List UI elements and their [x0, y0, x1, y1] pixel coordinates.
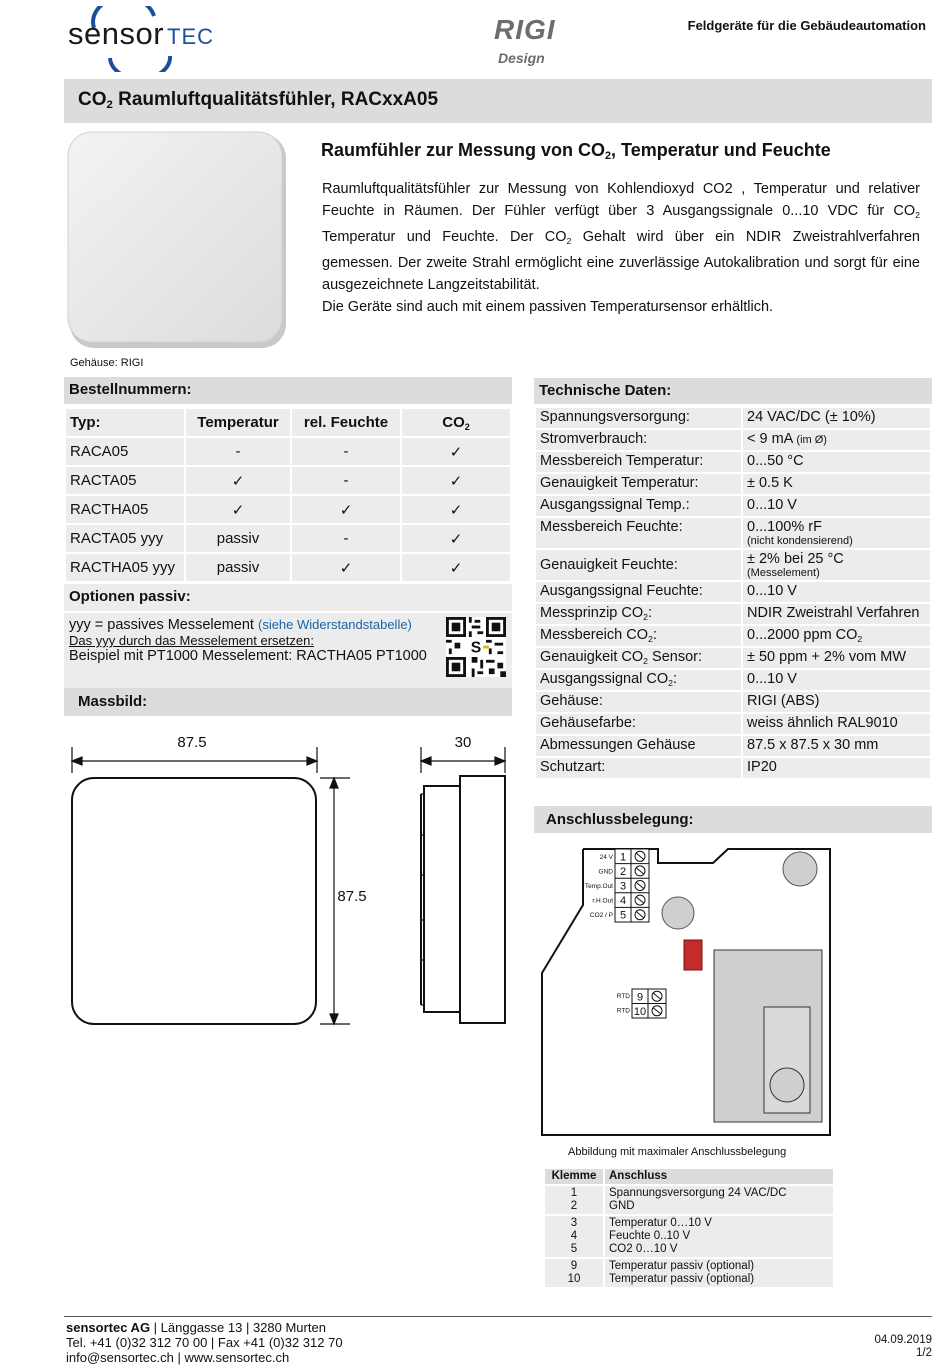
intro-heading: Raumfühler zur Messung von $CO_2$, Temperatur und Feuchte [321, 140, 831, 162]
spec-key: Messbereich $CO_2$: [535, 625, 742, 647]
svg-text:9: 9 [636, 991, 644, 1004]
table-row [535, 517, 931, 549]
dimension-drawing [64, 725, 512, 1035]
spec-key: Gehäuse: [535, 691, 742, 713]
table-row [535, 451, 931, 473]
temp-cell: passiv [185, 553, 291, 582]
width-dimension-label: 87.5 [177, 734, 207, 751]
terminal-function-cell: Temperatur 0…10 V Feuchte 0..10 V CO2 0…10 V [604, 1215, 834, 1258]
series-name: RIGI [494, 14, 556, 45]
terminal-number-cell: 1 2 [544, 1185, 604, 1215]
svg-text:CO2 / P: CO2 / P [589, 912, 613, 919]
options-example: Beispiel mit PT1000 Messelement: RACTHA05 PT1000 [69, 648, 427, 664]
svg-text:24 V: 24 V [599, 854, 613, 861]
intro-paragraph-1: Raumluftqualitätsfühler zur Messung von Kohlendioxyd CO2 , Temperatur und relativer Feuchte in Räumen. Der Fühler verfügt über 3 Ausgangssignale 0...10 VDC für $CO_2$ Temperatur und Feuchte. Der $CO_2$ Gehalt wird über ein NDIR Zweistrahlverfahren gemessen. Der zweite Strahl ermöglicht eine zuverlässige Autokalibration und sorgt für eine ausgezeichnete Langzeitstabilität. [322, 181, 920, 293]
spec-key: Spannungsversorgung: [535, 407, 742, 429]
temp-cell: ✓ [185, 495, 291, 524]
spec-value: 0...10 V [742, 581, 931, 603]
svg-text:GND: GND [598, 868, 613, 876]
options-line: yyy = passives Messelement (siehe Widerstandstabelle) [69, 617, 412, 633]
spec-value: 0...10 V [742, 495, 931, 517]
svg-text:10: 10 [633, 1006, 647, 1018]
table-row [535, 473, 931, 495]
svg-text:RTD: RTD [616, 1007, 630, 1015]
svg-text:1: 1 [619, 851, 627, 864]
terminal-function-cell: Temperatur passiv (optional) Temperatur passiv (optional) [604, 1258, 834, 1288]
spec-key: Abmessungen Gehäuse [535, 735, 742, 757]
table-row [535, 407, 931, 429]
temp-cell: passiv [185, 524, 291, 553]
tech-data-table [534, 406, 932, 780]
column-header: Klemme [544, 1168, 604, 1185]
temp-cell: - [185, 437, 291, 466]
co2-cell: ✓ [401, 524, 511, 553]
terminal-number-cell: 9 10 [544, 1258, 604, 1288]
humidity-cell: ✓ [291, 495, 401, 524]
options-line: Das yyy durch das Messelement ersetzen: [69, 633, 314, 648]
spec-key: Genauigkeit Temperatur: [535, 473, 742, 495]
spec-key: Gehäusefarbe: [535, 713, 742, 735]
intro-paragraph-2: Die Geräte sind auch mit einem passiven Temperatursensor erhältlich. [322, 299, 774, 315]
temp-cell: ✓ [185, 466, 291, 495]
spec-value: ± 2% bei 25 °C (Messelement) [742, 549, 931, 581]
spec-value: 87.5 x 87.5 x 30 mm [742, 735, 931, 757]
column-header: Temperatur [185, 408, 291, 437]
page-number: 1/2 [916, 1347, 932, 1359]
svg-text:2: 2 [619, 866, 627, 878]
humidity-cell: ✓ [291, 553, 401, 582]
table-row [544, 1258, 834, 1288]
table-row [535, 581, 931, 603]
terminal-table [543, 1167, 835, 1289]
co2-cell: ✓ [401, 466, 511, 495]
footer-web-link[interactable]: info@sensortec.ch | www.sensortec.ch [66, 1350, 290, 1365]
type-cell: RACTA05 yyy [65, 524, 185, 553]
spec-key: Ausgangssignal $CO_2$: [535, 669, 742, 691]
qr-code-icon[interactable] [446, 617, 506, 677]
connection-heading: Anschlussbelegung: [534, 806, 932, 833]
table-header-row [544, 1168, 834, 1185]
footer-meta [874, 1334, 932, 1360]
table-row [535, 691, 931, 713]
table-row [65, 466, 511, 495]
footer-divider [64, 1316, 932, 1317]
type-cell: RACTHA05 [65, 495, 185, 524]
order-section [64, 377, 512, 705]
svg-text:3: 3 [619, 880, 627, 893]
spec-value: weiss ähnlich RAL9010 [742, 713, 931, 735]
table-row [535, 603, 931, 625]
table-row [65, 495, 511, 524]
spec-value: RIGI (ABS) [742, 691, 931, 713]
height-dimension-label: 87.5 [337, 888, 367, 905]
svg-text:5: 5 [619, 909, 627, 922]
terminal-number-cell: 3 4 5 [544, 1215, 604, 1258]
co2-cell: ✓ [401, 437, 511, 466]
intro-text [322, 178, 920, 318]
spec-value: IP20 [742, 757, 931, 779]
diagram-caption: Abbildung mit maximaler Anschlussbelegung [568, 1146, 787, 1158]
type-cell: RACA05 [65, 437, 185, 466]
table-row [544, 1215, 834, 1258]
spec-value: ± 0.5 K [742, 473, 931, 495]
spec-key: Stromverbrauch: [535, 429, 742, 451]
spec-key: Genauigkeit Feuchte: [535, 549, 742, 581]
spec-key: Genauigkeit $CO_2$ Sensor: [535, 647, 742, 669]
order-heading: Bestellnummern: [64, 377, 512, 404]
svg-text:4: 4 [619, 895, 627, 907]
order-table [64, 407, 512, 583]
svg-text:Temp.Out: Temp.Out [584, 883, 613, 890]
tech-data-section [534, 378, 932, 780]
svg-text:r.H.Out: r.H.Out [592, 897, 613, 905]
table-row [65, 553, 511, 582]
dimension-drawing-heading: Massbild: [64, 688, 512, 716]
table-row [535, 625, 931, 647]
table-row [65, 437, 511, 466]
spec-key: Messbereich Temperatur: [535, 451, 742, 473]
table-row [535, 647, 931, 669]
table-row [535, 757, 931, 779]
series-subtitle: Design [498, 50, 545, 66]
table-row [535, 429, 931, 451]
terminal-function-cell: Spannungsversorgung 24 VAC/DC GND [604, 1185, 834, 1215]
spec-value: 0...10 V [742, 669, 931, 691]
table-row [535, 735, 931, 757]
housing-caption: Gehäuse: RIGI [70, 357, 144, 369]
footer-contact: sensortec AG | Länggasse 13 | 3280 Murten Tel. +41 (0)32 312 70 00 | Fax +41 (0)32 312 70 info@sensortec.ch | www.sensortec.ch [66, 1320, 343, 1365]
spec-key: Ausgangssignal Feuchte: [535, 581, 742, 603]
table-row [535, 713, 931, 735]
type-cell: RACTHA05 yyy [65, 553, 185, 582]
table-row [535, 549, 931, 581]
category-heading: Feldgeräte für die Gebäudeautomation [687, 18, 926, 33]
spec-key: Ausgangssignal Temp.: [535, 495, 742, 517]
spec-value: NDIR Zweistrahl Verfahren [742, 603, 931, 625]
depth-dimension-label: 30 [454, 734, 472, 751]
document-date: 04.09.2019 [874, 1334, 932, 1346]
column-header: Typ: [65, 408, 185, 437]
spec-key: Messprinzip $CO_2$: [535, 603, 742, 625]
options-heading: Optionen passiv: [64, 584, 512, 611]
svg-text:S: S [470, 639, 482, 657]
table-row [535, 669, 931, 691]
column-header: Anschluss [604, 1168, 834, 1185]
table-row [544, 1185, 834, 1215]
product-photo [66, 130, 290, 352]
resistance-table-link[interactable]: (siehe Widerstandstabelle) [257, 617, 412, 632]
spec-value: 0...2000 ppm $CO_2$ [742, 625, 931, 647]
status-led-icon [684, 940, 702, 970]
svg-text:RTD: RTD [616, 993, 630, 1000]
type-cell: RACTA05 [65, 466, 185, 495]
humidity-cell: - [291, 466, 401, 495]
table-row [535, 495, 931, 517]
spec-value: 0...50 °C [742, 451, 931, 473]
table-row [65, 524, 511, 553]
logo-wordmark: sensor TEC [68, 16, 215, 51]
title-bar [64, 79, 932, 123]
spec-value: 0...100% rF (nicht kondensierend) [742, 517, 931, 549]
page-title: $CO_2$ Raumluftqualitätsfühler, RACxxA05 [78, 89, 439, 111]
column-header: $CO_2$ [401, 408, 511, 437]
spec-value: 24 VAC/DC (± 10%) [742, 407, 931, 429]
spec-key: Schutzart: [535, 757, 742, 779]
spec-key: Messbereich Feuchte: [535, 517, 742, 549]
table-header-row [65, 408, 511, 437]
spec-value: ± 50 ppm + 2% vom MW [742, 647, 931, 669]
humidity-cell: - [291, 437, 401, 466]
humidity-cell: - [291, 524, 401, 553]
spec-value: < 9 mA (im Ø) [742, 429, 931, 451]
co2-cell: ✓ [401, 495, 511, 524]
column-header: rel. Feuchte [291, 408, 401, 437]
tech-data-heading: Technische Daten: [534, 378, 932, 404]
wiring-diagram [538, 843, 838, 1141]
co2-cell: ✓ [401, 553, 511, 582]
